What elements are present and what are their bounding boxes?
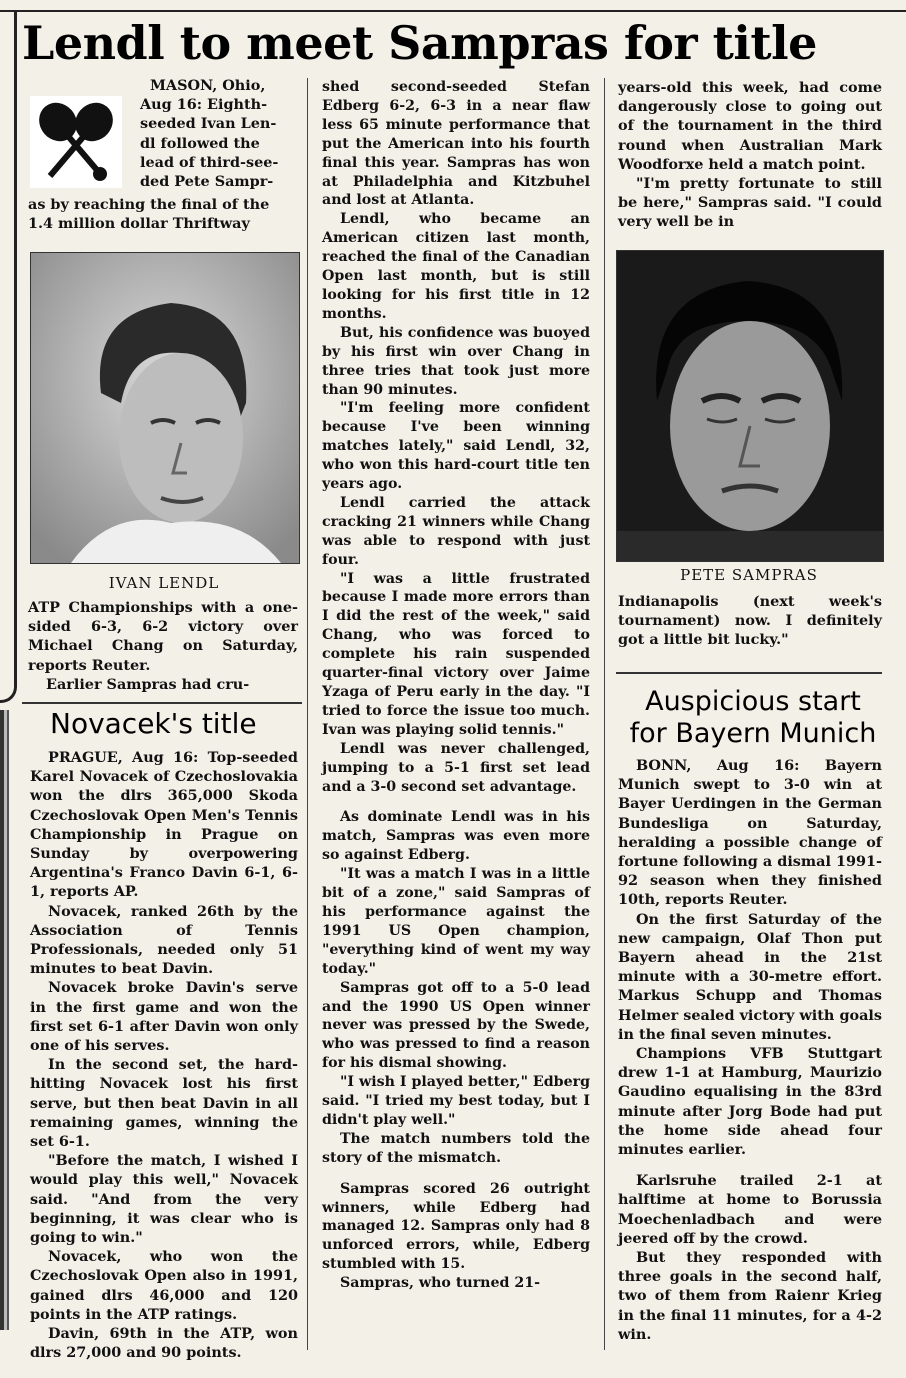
paragraph: In the second set, the hard-hitting Novacek lost his first serve, but then beat Davin in all remaining games, winning the set 6-1. (30, 1056, 298, 1151)
bayern-title-line: for Bayern Munich (629, 718, 877, 749)
paragraph: Novacek, ranked 26th by the Association of Tennis Professionals, needed only 51 minutes to beat Davin. (30, 902, 298, 978)
lendl-col3-body (618, 78, 882, 232)
intro-line: ded Pete Sampr- (140, 173, 274, 191)
paragraph: PRAGUE, Aug 16: Top-seeded Karel Novacek of Czechoslovakia won the dlrs 365,000 Skoda Czechoslovak Open Men's Tennis Championship in Prague on Sunday by overpowering Argentina's Franco Davin 6-1, 6-1, reports AP. (30, 749, 298, 901)
column-rule (604, 78, 605, 1350)
lendl-caption: IVAN LENDL (108, 574, 220, 592)
paragraph: Lendl carried the attack cracking 21 winners while Chang was able to respond with just four. (322, 494, 590, 568)
headline: Lendl to meet Sampras for title (22, 16, 817, 70)
paragraph: "I wish I played better," Edberg said. "I tried my best today, but I didn't play well." (322, 1074, 590, 1128)
paragraph: Indianapolis (next week's tournament) now. I definitely got a little bit lucky." (618, 593, 882, 649)
sampras-caption: PETE SAMPRAS (680, 566, 818, 584)
paragraph: Sampras scored 26 outright winners, while Edberg had managed 12. Sampras only had 8 unforced errors, while, Edberg stumbled with 15. (322, 1180, 590, 1273)
column-rule (307, 78, 308, 1350)
novacek-body (30, 748, 298, 1363)
sampras-photo (616, 250, 884, 562)
paragraph: "It was a match I was in a little bit of a zone," said Sampras of his performance against the 1991 US Open champion, "everything kind of went my way today." (322, 866, 590, 977)
paragraph: shed second-seeded Stefan Edberg 6-2, 6-3 in a near flaw less 65 minute performance that put the American into his fourth final this year. Sampras has won at Philadelphia and Kitzbuhel and lost at Atlanta. (322, 79, 590, 209)
intro-line: lead of third-see- (140, 153, 279, 171)
intro-line: seeded Ivan Len- (140, 115, 277, 133)
paragraph: "I was a little frustrated because I made more errors than I did the rest of the week," said Chang, who was forced to complete his rain suspended quarter-final victory over Jaime Yzaga of Peru early in the day. "I tried to force the issue too much. Ivan was playing solid tennis." (322, 570, 590, 738)
story-frame (0, 10, 17, 703)
tennis-rackets-icon (30, 96, 122, 188)
bayern-body (618, 756, 882, 1344)
intro-line: dl followed the (140, 134, 260, 152)
bayern-title-line: Auspicious start (645, 686, 861, 717)
paragraph: Karlsruhe trailed 2-1 at halftime at home to Borussia Moechenladbach and were jeered off by the crowd. (618, 1172, 882, 1247)
paragraph: The match numbers told the story of the mismatch. (322, 1130, 590, 1166)
paragraph: Sampras, who turned 21- (340, 1275, 541, 1292)
paragraph: On the first Saturday of the new campaign, Olaf Thon put Bayern ahead in the 21st minute with a 30-metre effort. Markus Schupp and Thomas Helmer sealed victory with goals in the final seven minutes. (618, 910, 882, 1043)
paragraph: Davin, 69th in the ATP, won dlrs 27,000 and 90 points. (30, 1325, 298, 1362)
paragraph: "I'm feeling more confident because I've been winning matches lately," said Lendl, 32, who won this hard-court title ten years ago. (322, 400, 590, 493)
paragraph: Sampras got off to a 5-0 lead and the 1990 US Open winner never was pressed by the Swede, who was pressed to find a reason for his dismal showing. (322, 979, 590, 1072)
section-rule (22, 702, 302, 704)
page-edge (0, 710, 12, 1330)
intro-line: MASON, Ohio, (150, 77, 266, 94)
intro-line: as by reaching the final of the (28, 196, 270, 213)
lendl-intro-full (28, 195, 298, 233)
paragraph: Champions VFB Stuttgart drew 1-1 at Hamburg, Maurizio Gaudino equalising in the 83rd minute after Jorg Bode had put the home side ahead four minutes earlier. (618, 1045, 882, 1159)
paragraph: Earlier Sampras had cru- (46, 675, 250, 693)
paragraph: "I'm pretty fortunate to still be here," Sampras said. "I could very well be in (618, 175, 882, 231)
paragraph: As dominate Lendl was in his match, Sampras was even more so against Edberg. (322, 809, 590, 864)
lendl-photo (30, 252, 300, 564)
top-rule (0, 0, 906, 12)
paragraph: "Before the match, I wished I would play this well," Novacek said. "And from the very beginning, it was clear who is going to win." (30, 1152, 298, 1247)
paragraph: ATP Championships with a one-sided 6-3, 6-2 victory over Michael Chang on Saturday, reports Reuter. (28, 599, 298, 674)
paragraph: But they responded with three goals in the second half, two of them from Raienr Krieg in the final 11 minutes, for a 4-2 win. (618, 1249, 882, 1343)
lendl-col3-end (618, 592, 882, 650)
paragraph: Novacek, who won the Czechoslovak Open also in 1991, gained dlrs 46,000 and 120 points in the ATP ratings. (30, 1248, 298, 1323)
section-rule (616, 672, 882, 674)
paragraph: years-old this week, had come dangerously close to going out of the tournament in the third round when Australian Mark Woodforxe held a match point. (618, 79, 882, 173)
lendl-col1-body (28, 598, 298, 694)
bayern-title (618, 686, 888, 750)
lendl-col2-body (322, 78, 590, 1293)
paragraph: Novacek broke Davin's serve in the first game and won the first set 6-1 after Davin won only one of his serves. (30, 979, 298, 1055)
intro-line: 1.4 million dollar Thriftway (28, 215, 250, 233)
paragraph: BONN, Aug 16: Bayern Munich swept to 3-0 win at Bayer Uerdingen in the German Bundesliga on Saturday, heralding a possible change of fortune following a dismal 1991-92 season when they finished 10th, reports Reuter. (618, 757, 882, 909)
intro-line: Aug 16: Eighth- (140, 96, 268, 114)
paragraph: Lendl was never challenged, jumping to a 5-1 first set lead and a 3-0 second set advantage. (322, 740, 590, 795)
novacek-title: Novacek's title (50, 707, 257, 740)
paragraph: Lendl, who became an American citizen last month, reached the final of the Canadian Open last month, but is still looking for his first title in 12 months. (322, 211, 590, 322)
lendl-intro-side (140, 76, 296, 191)
paragraph: But, his confidence was buoyed by his first win over Chang in three tries that took just more than 90 minutes. (322, 324, 590, 398)
